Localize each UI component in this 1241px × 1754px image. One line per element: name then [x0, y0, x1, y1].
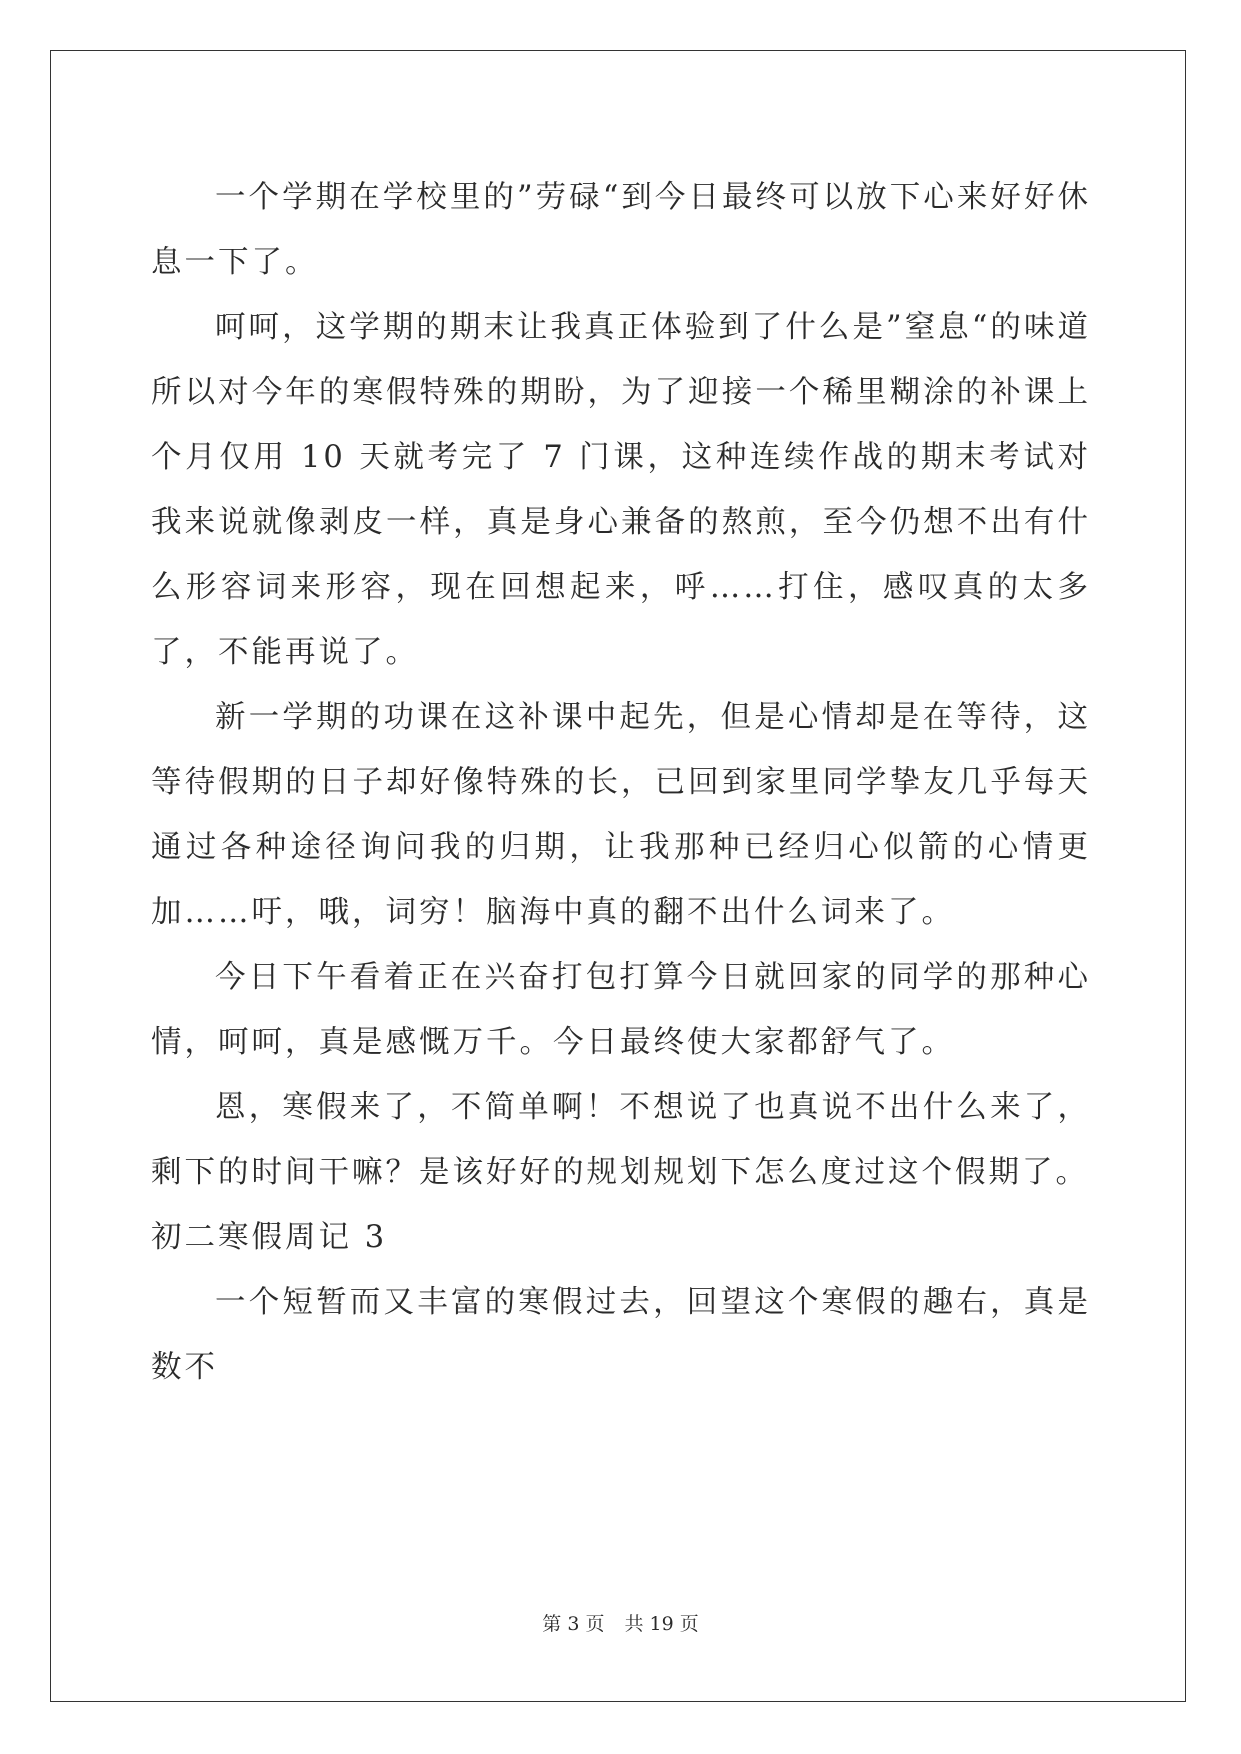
- paragraph-6: 一个短暂而又丰富的寒假过去，回望这个寒假的趣右，真是数不: [151, 1285, 1091, 1385]
- paragraph-2: 呵呵，这学期的期末让我真正体验到了什么是”窒息“的味道所以对今年的寒假特殊的期盼，为了迎接一个稀里糊涂的补课上个月仅用 10 天就考完了 7 门课，这种连续作战的期末考试对我来说就像剥皮一样，真是身心兼备的熬煎，至今仍想不出有什么形容词来形容，现在回想起来，呼……打住，感叹真的太多了，不能再说了。: [151, 310, 1091, 670]
- page-total: 共 19 页: [624, 1613, 699, 1635]
- section-heading: 初二寒假周记 3: [151, 1220, 388, 1255]
- page-number: 第 3 页: [542, 1613, 605, 1635]
- paragraph-1: 一个学期在学校里的”劳碌“到今日最终可以放下心来好好休息一下了。: [151, 180, 1091, 280]
- paragraph-3: 新一学期的功课在这补课中起先，但是心情却是在等待，这等待假期的日子却好像特殊的长，已回到家里同学挚友几乎每天通过各种途径询问我的归期，让我那种已经归心似箭的心情更加……吁，哦，词穷！脑海中真的翻不出什么词来了。: [151, 700, 1091, 930]
- document-body: [151, 165, 1091, 1400]
- paragraph-5: 恩，寒假来了，不简单啊！不想说了也真说不出什么来了，剩下的时间干嘛？是该好好的规划规划下怎么度过这个假期了。: [151, 1090, 1091, 1190]
- paragraph-4: 今日下午看着正在兴奋打包打算今日就回家的同学的那种心情，呵呵，真是感慨万千。今日最终使大家都舒气了。: [151, 960, 1091, 1060]
- page-footer: [0, 1609, 1241, 1636]
